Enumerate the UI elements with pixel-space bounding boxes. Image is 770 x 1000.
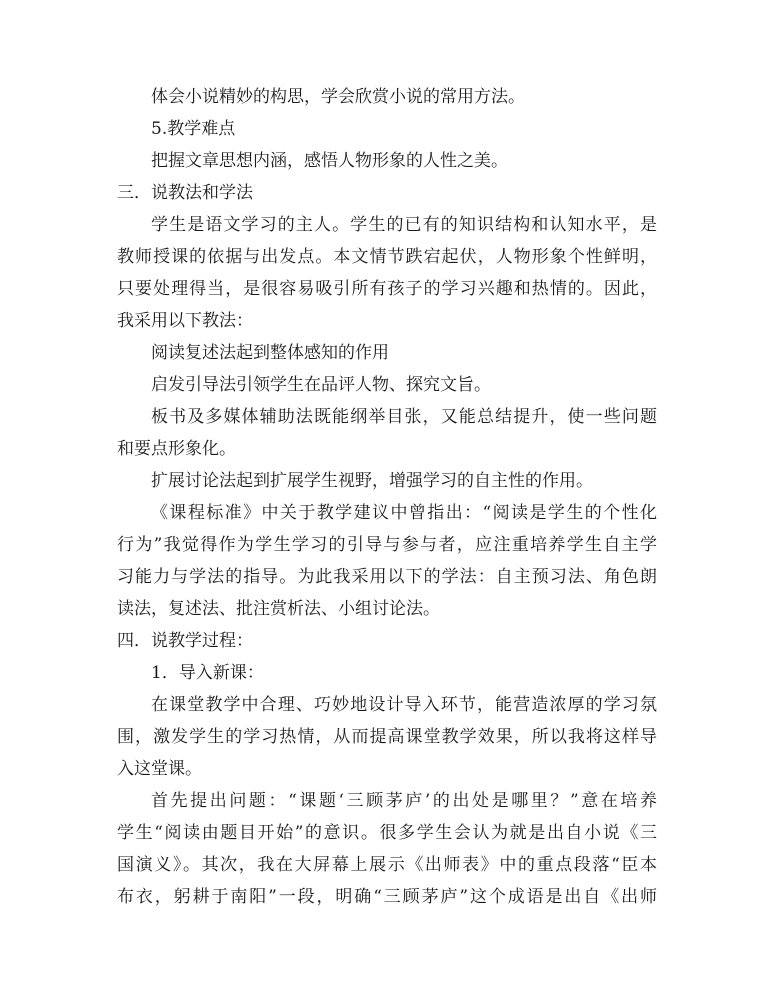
section-heading: 四．说教学过程： [117, 631, 253, 651]
section-heading: 三．说教法和学法 [117, 183, 253, 203]
text-line: 启发引导法引领学生在品评人物、探究文旨。 [151, 375, 491, 395]
text-line: 学生“阅读由题目开始”的意识。很多学生会认为就是出自小说《三 [117, 823, 657, 843]
text-line: 国演义》。其次，我在大屏幕上展示《出师表》中的重点段落“臣本 [117, 855, 657, 875]
text-line: 学生是语文学习的主人。学生的已有的知识结构和认知水平，是 [151, 215, 657, 235]
subsection-heading: 1．导入新课： [151, 663, 264, 683]
text-line: 教师授课的依据与出发点。本文情节跌宕起伏，人物形象个性鲜明， [117, 247, 657, 267]
text-line: 在课堂教学中合理、巧妙地设计导入环节，能营造浓厚的学习氛 [151, 695, 657, 715]
text-line: 扩展讨论法起到扩展学生视野，增强学习的自主性的作用。 [151, 471, 593, 491]
text-line: 体会小说精妙的构思，学会欣赏小说的常用方法。 [151, 87, 525, 107]
text-line: 行为”我觉得作为学生学习的引导与参与者，应注重培养学生自主学 [117, 535, 657, 555]
text-line: 我采用以下教法： [117, 311, 253, 331]
text-line: 入这堂课。 [117, 759, 202, 779]
text-line: 把握文章思想内涵，感悟人物形象的人性之美。 [151, 151, 508, 171]
text-line: 和要点形象化。 [117, 439, 236, 459]
text-line: 布衣，躬耕于南阳”一段，明确“三顾茅庐”这个成语是出自《出师 [117, 887, 657, 907]
text-line: 首先提出问题：“课题‘三顾茅庐’的出处是哪里？”意在培养 [151, 791, 657, 811]
text-line: 围，激发学生的学习热情，从而提高课堂教学效果，所以我将这样导 [117, 727, 657, 747]
text-line: 板书及多媒体辅助法既能纲举目张，又能总结提升，使一些问题 [151, 407, 657, 427]
text-line: 读法，复述法、批注赏析法、小组讨论法。 [117, 599, 440, 619]
text-line: 《课程标准》中关于教学建议中曾指出：“阅读是学生的个性化 [151, 503, 657, 523]
text-line: 只要处理得当，是很容易吸引所有孩子的学习兴趣和热情的。因此， [117, 279, 657, 299]
section-heading: 5.教学难点 [151, 119, 236, 139]
text-line: 阅读复述法起到整体感知的作用 [151, 343, 389, 363]
text-line: 习能力与学法的指导。为此我采用以下的学法：自主预习法、角色朗 [117, 567, 657, 587]
